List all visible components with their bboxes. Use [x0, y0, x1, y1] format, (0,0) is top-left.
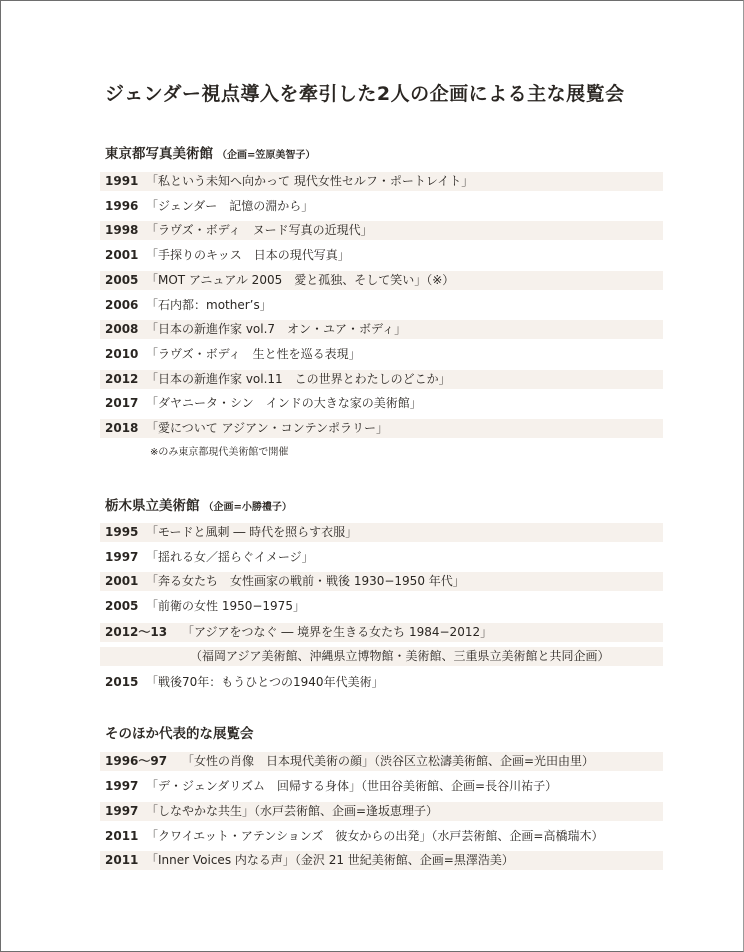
exhibition-row-continuation: [100, 647, 663, 666]
exhibition-title: 「Inner Voices 内なる声」（金沢 21 世紀美術館、企画=黒澤浩美）: [146, 853, 514, 867]
exhibition-title: 「デ・ジェンダリズム 回帰する身体」（世田谷美術館、企画=長谷川祐子）: [146, 779, 558, 793]
exhibition-year: 2011: [105, 829, 139, 843]
exhibition-title: 「手探りのキッス 日本の現代写真」: [146, 248, 350, 262]
exhibition-year: 1998: [105, 223, 139, 237]
exhibition-row: [100, 802, 663, 821]
exhibition-row: [100, 296, 663, 315]
exhibition-row: [100, 345, 663, 364]
section-heading-others: [105, 722, 254, 742]
exhibition-year: 1996: [105, 199, 139, 213]
exhibition-title: 「愛について アジアン・コンテンポラリー」: [146, 421, 389, 435]
exhibition-year: 1997: [105, 550, 139, 564]
exhibition-year: 1995: [105, 525, 139, 539]
exhibition-row: [100, 623, 663, 642]
exhibition-row: [100, 271, 663, 290]
exhibition-title: 「アジアをつなぐ ― 境界を生きる女たち 1984−2012」: [182, 625, 493, 639]
exhibition-row: [100, 370, 663, 389]
exhibition-title: 「ジェンダー 記憶の淵から」: [146, 199, 314, 213]
exhibition-title: 「前衛の女性 1950−1975」: [146, 599, 305, 613]
exhibition-year: 2001: [105, 574, 139, 588]
exhibition-year: 2018: [105, 421, 139, 435]
exhibition-row: [100, 673, 663, 692]
page-title: ジェンダー視点導入を牽引した2人の企画による主な展覧会: [105, 83, 625, 105]
exhibition-title: 「日本の新進作家 vol.7 オン・ユア・ボディ」: [146, 322, 407, 336]
exhibition-title: 「揺れる女／揺らぐイメージ」: [146, 550, 314, 564]
exhibition-title: 「ラヴズ・ボディ 生と性を巡る表現」: [146, 347, 361, 361]
exhibition-row: [100, 419, 663, 438]
section-heading-tokyo: [105, 142, 315, 162]
curator-note: （企画=小勝禮子）: [203, 502, 292, 513]
exhibition-row: [100, 394, 663, 413]
exhibition-year: 2005: [105, 599, 139, 613]
exhibition-row: [100, 597, 663, 616]
exhibition-title: 「日本の新進作家 vol.11 この世界とわたしのどこか」: [146, 372, 451, 386]
exhibition-row: [100, 851, 663, 870]
exhibition-row: [100, 246, 663, 265]
exhibition-title: 「MOT アニュアル 2005 愛と孤独、そして笑い」（※）: [146, 273, 455, 287]
exhibition-row: [100, 752, 663, 771]
exhibition-row: [100, 523, 663, 542]
exhibition-row: [100, 320, 663, 339]
exhibition-year: 2008: [105, 322, 139, 336]
exhibition-year: 1996〜97: [105, 754, 168, 768]
exhibition-year: 2011: [105, 853, 139, 867]
exhibition-year: 2012〜13: [105, 625, 168, 639]
exhibition-title: 「しなやかな共生」（水戸芸術館、企画=逢坂恵理子）: [146, 804, 439, 818]
exhibition-year: 2015: [105, 675, 139, 689]
exhibition-year: 2010: [105, 347, 139, 361]
exhibition-row: [100, 172, 663, 191]
exhibition-collaborators: （福岡アジア美術館、沖縄県立博物館・美術館、三重県立美術館と共同企画）: [190, 649, 610, 663]
exhibition-title: 「女性の肖像 日本現代美術の顔」（渋谷区立松濤美術館、企画=光田由里）: [182, 754, 595, 768]
exhibition-row: [100, 197, 663, 216]
section-title: 東京都写真美術館: [105, 146, 213, 162]
section-title: 栃木県立美術館: [105, 498, 200, 514]
curator-note: （企画=笠原美智子）: [217, 150, 316, 161]
exhibition-row: [100, 777, 663, 796]
exhibition-row: [100, 827, 663, 846]
exhibition-title: 「私という未知へ向かって 現代女性セルフ・ポートレイト」: [146, 174, 474, 188]
exhibition-year: 2017: [105, 396, 139, 410]
exhibition-title: 「モードと風刺 ― 時代を照らす衣服」: [146, 525, 358, 539]
section-heading-tochigi: [105, 494, 292, 514]
exhibition-row: [100, 572, 663, 591]
exhibition-title: 「奔る女たち 女性画家の戦前・戦後 1930−1950 年代」: [146, 574, 465, 588]
exhibition-year: 1997: [105, 804, 139, 818]
exhibition-title: 「ラヴズ・ボディ ヌード写真の近現代」: [146, 223, 373, 237]
exhibition-title: 「戦後70年：もうひとつの1940年代美術」: [146, 675, 384, 689]
exhibition-row: [100, 221, 663, 240]
exhibition-row: [100, 548, 663, 567]
exhibition-year: 2005: [105, 273, 139, 287]
exhibition-year: 1991: [105, 174, 139, 188]
exhibition-title: 「クワイエット・アテンションズ 彼女からの出発」（水戸芸術館、企画=高橋瑞木）: [146, 829, 604, 843]
exhibition-title: 「石内都：mother’s」: [146, 298, 272, 312]
exhibition-year: 2012: [105, 372, 139, 386]
section-title: そのほか代表的な展覧会: [105, 726, 254, 742]
exhibition-year: 2006: [105, 298, 139, 312]
footnote: ※のみ東京都現代美術館で開催: [150, 447, 289, 458]
exhibition-year: 2001: [105, 248, 139, 262]
exhibition-year: 1997: [105, 779, 139, 793]
exhibition-title: 「ダヤニータ・シン インドの大きな家の美術館」: [146, 396, 422, 410]
